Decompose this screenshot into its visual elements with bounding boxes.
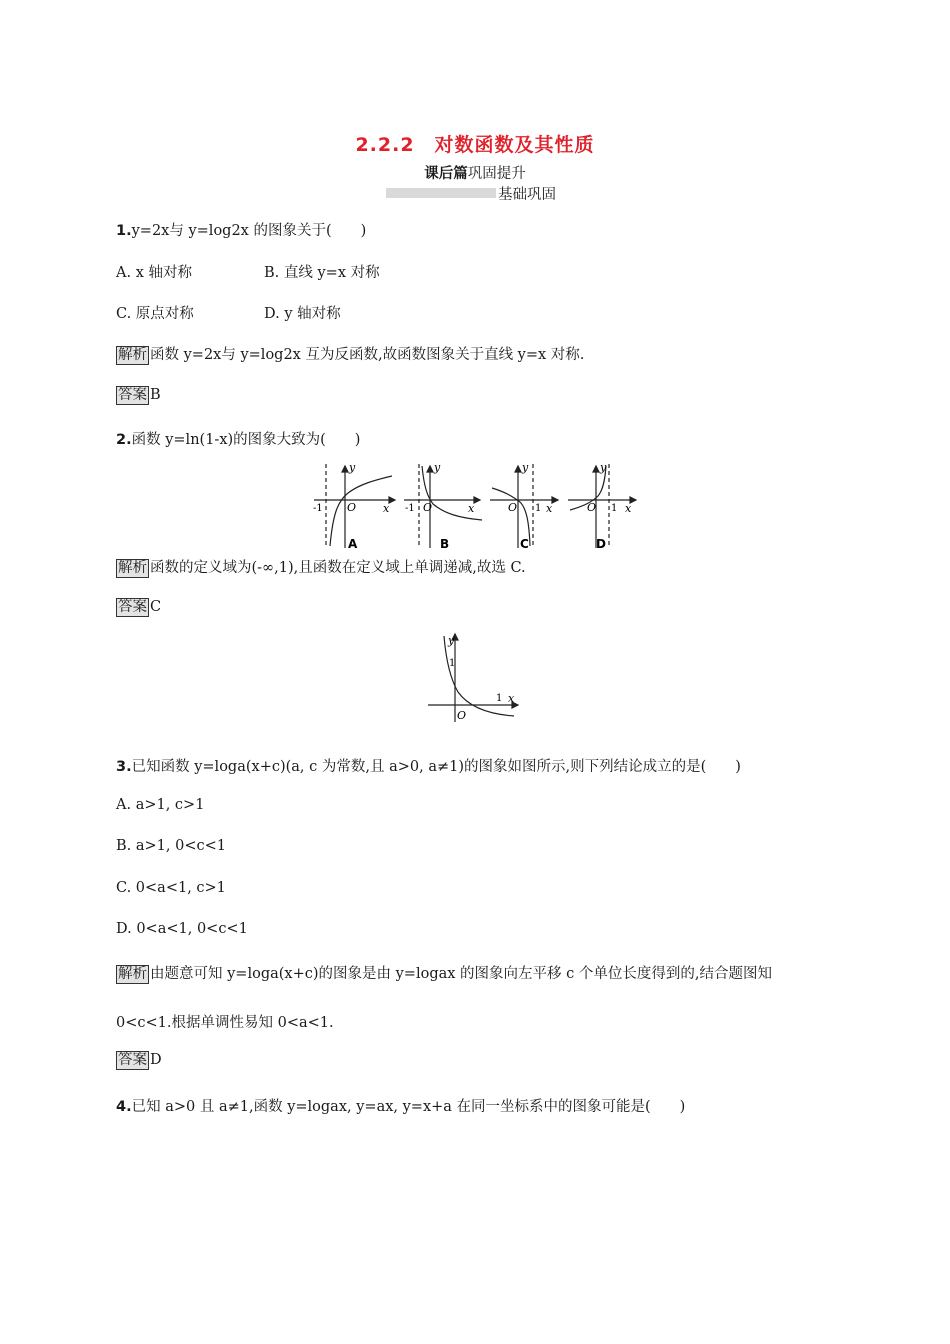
q3-y-label: y: [448, 634, 455, 647]
q2-c-one: 1: [535, 503, 542, 514]
q2-d-x-label: x: [625, 502, 632, 515]
q2-b-y-label: y: [434, 461, 441, 474]
subtitle-rest: 巩固提升: [467, 166, 526, 182]
answer-tag: 答案: [118, 387, 147, 403]
analysis-tag: 解析: [118, 347, 147, 363]
q2-b-x-label: x: [468, 502, 475, 515]
q3-y-one: 1: [449, 658, 456, 669]
q2-stem: [116, 428, 360, 449]
analysis-tag: 解析: [118, 560, 147, 576]
q3-graph: [424, 630, 524, 726]
q3-option-a: A. a>1, c>1: [116, 797, 205, 813]
q2-c-x-label: x: [546, 502, 553, 515]
q3-answer: [116, 1051, 162, 1070]
q1-option-d: D. y 轴对称: [264, 306, 341, 322]
q1-option-b: B. 直线 y=x 对称: [264, 265, 380, 281]
q4-number: 4.: [116, 1099, 132, 1115]
q2-graph-label-a: A: [348, 537, 358, 551]
q2-a-x-label: x: [383, 502, 390, 515]
q2-a-origin: O: [347, 501, 357, 514]
q2-graph-label-b: B: [440, 537, 450, 551]
q2-d-origin: O: [587, 501, 597, 514]
q3-x-one: 1: [496, 693, 503, 704]
q2-graph-label-c: C: [520, 537, 529, 551]
q4-stem-text: 已知 a>0 且 a≠1,函数 y=logax, y=ax, y=x+a 在同一坐标系中的图象可能是( ): [131, 1099, 686, 1115]
answer-tag: 答案: [118, 599, 147, 615]
subtitle-bold: 课后篇: [424, 166, 468, 182]
q1-analysis: [116, 343, 584, 365]
q2-c-y-label: y: [522, 461, 529, 474]
q2-b-origin: O: [423, 501, 433, 514]
q1-option-a: A. x 轴对称: [116, 265, 192, 281]
q2-graph-options: [300, 458, 645, 554]
q1-stem: [116, 219, 366, 240]
answer-tag: 答案: [118, 1052, 147, 1068]
analysis-tag: 解析: [118, 966, 147, 982]
q2-answer-value: C: [150, 599, 162, 615]
q1-stem-text: y=2x与 y=log2x 的图象关于( ): [131, 223, 367, 239]
q2-d-y-label: y: [600, 461, 607, 474]
q2-c-origin: O: [508, 501, 518, 514]
q2-a-y-label: y: [349, 461, 356, 474]
q3-option-d: D. 0<a<1, 0<c<1: [116, 921, 248, 937]
q3-number: 3.: [116, 759, 132, 775]
q2-number: 2.: [116, 432, 132, 448]
q1-analysis-text: 函数 y=2x与 y=log2x 互为反函数,故函数图象关于直线 y=x 对称.: [150, 347, 585, 363]
q3-analysis: [116, 962, 772, 984]
q1-number: 1.: [116, 223, 132, 239]
q2-d-one: 1: [611, 503, 618, 514]
q3-origin: O: [457, 709, 467, 722]
q2-answer: [116, 598, 161, 617]
q2-analysis: [116, 556, 526, 578]
page-title: 2.2.2 对数函数及其性质: [355, 134, 595, 156]
q3-stem: [116, 755, 741, 776]
q3-x-label: x: [508, 692, 515, 705]
q3-option-b: B. a>1, 0<c<1: [116, 838, 226, 854]
q3-analysis-line1: 由题意可知 y=loga(x+c)的图象是由 y=logax 的图象向左平移 c 个单位长度得到的,结合题图知: [150, 966, 772, 982]
q1-answer-value: B: [150, 387, 161, 403]
q1-option-c: C. 原点对称: [116, 306, 194, 322]
q2-stem-text: 函数 y=ln(1-x)的图象大致为( ): [131, 432, 361, 448]
q3-stem-text: 已知函数 y=loga(x+c)(a, c 为常数,且 a>0, a≠1)的图象如图所示,则下列结论成立的是( ): [131, 759, 741, 775]
q3-option-c: C. 0<a<1, c>1: [116, 880, 226, 896]
q1-answer: [116, 386, 161, 405]
q4-stem: [116, 1095, 685, 1116]
q2-analysis-text: 函数的定义域为(-∞,1),且函数在定义域上单调递减,故选 C.: [150, 560, 526, 576]
q2-graph-label-d: D: [596, 537, 606, 551]
section-banner-bar: [386, 188, 496, 198]
q3-answer-value: D: [150, 1052, 162, 1068]
q2-a-neg-one: -1: [313, 503, 323, 514]
subtitle: [0, 162, 950, 183]
q3-analysis-line2: 0<c<1.根据单调性易知 0<a<1.: [116, 1015, 334, 1031]
section-title: 基础巩固: [498, 187, 556, 203]
q2-b-neg-one: -1: [405, 503, 415, 514]
